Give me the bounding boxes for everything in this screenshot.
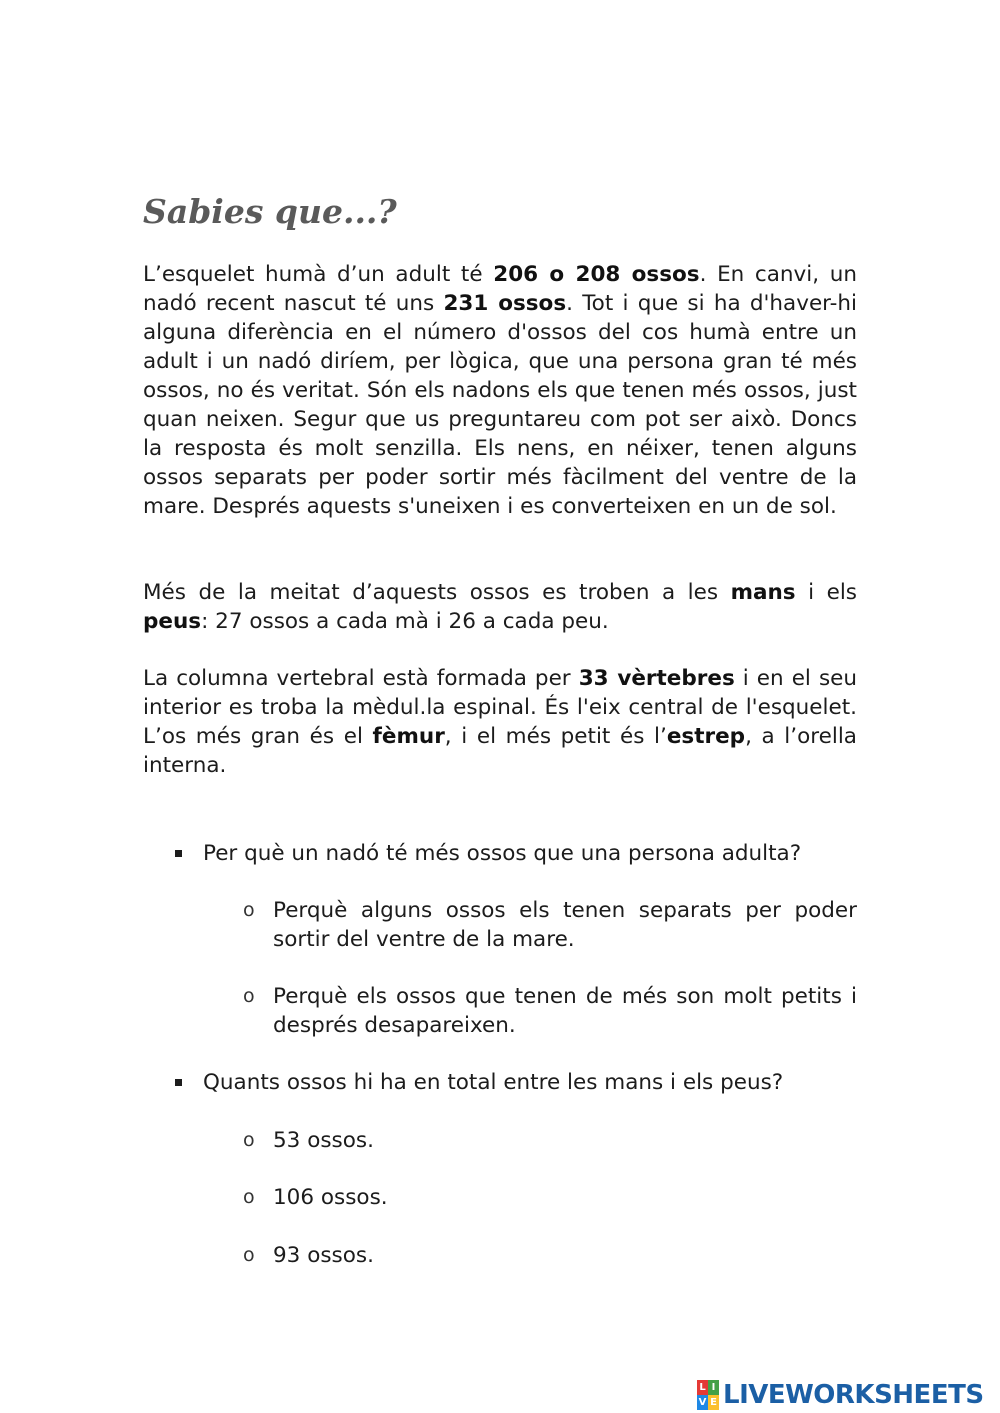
logo-icon-cell: V: [698, 1397, 707, 1408]
text: , i el més petit és l’: [444, 724, 667, 749]
liveworksheets-logo[interactable]: [697, 1378, 984, 1412]
text: L’esquelet humà d’un adult té: [143, 262, 494, 287]
bold-text: estrep: [666, 724, 746, 749]
circle-bullet-icon: o: [243, 1129, 255, 1151]
bold-text: mans: [730, 580, 796, 605]
paragraph-intro: [143, 260, 857, 521]
logo-icon: [697, 1380, 719, 1410]
question-text: Per què un nadó té més ossos que una persona adulta?: [203, 841, 802, 866]
paragraph-hands-feet: [143, 578, 857, 636]
option-text[interactable]: 53 ossos.: [273, 1128, 374, 1153]
text: Més de la meitat d’aquests ossos es troben a les: [143, 580, 731, 605]
square-bullet-icon: [175, 1079, 182, 1086]
bold-text: peus: [143, 609, 202, 634]
bold-text: 33 vèrtebres: [578, 666, 735, 691]
text: . Tot i que si ha d'haver-hi alguna diferència en el número d'ossos del cos humà entre un adult i un nadó diríem, per lògica, que una persona gran té més ossos, no és veritat. Són els nadons els que tenen més ossos, just quan neixen. Segur que us preguntareu com pot ser això. Doncs la resposta és molt senzilla. Els nens, en néixer, tenen alguns ossos separats per poder sortir més fàcilment del ventre de la mare. Després aquests s'uneixen i es converteixen en un de sol.: [143, 291, 857, 519]
circle-bullet-icon: o: [243, 1244, 255, 1266]
logo-icon-cell: L: [697, 1380, 708, 1395]
bold-text: 206 o 208 ossos: [493, 262, 700, 287]
option-text[interactable]: Perquè alguns ossos els tenen separats per poder sortir del ventre de la mare.: [273, 898, 857, 952]
logo-icon-cell: E: [708, 1395, 719, 1410]
option-text[interactable]: 93 ossos.: [273, 1243, 374, 1268]
text: . En canvi, un nadó recent nascut té uns: [143, 262, 857, 316]
square-bullet-icon: [175, 850, 182, 857]
text: : 27 ossos a cada mà i 26 a cada peu.: [201, 609, 609, 634]
option-text[interactable]: Perquè els ossos que tenen de més son molt petits i després desapareixen.: [273, 984, 857, 1038]
text: , a l’orella interna.: [143, 724, 857, 778]
text: i en el seu interior es troba la mèdul.la espinal. És l'eix central de l'esquelet. L’os més gran és el: [143, 666, 858, 749]
paragraph-spine: [143, 664, 857, 780]
circle-bullet-icon: o: [243, 899, 255, 921]
logo-icon-cell: I: [708, 1380, 719, 1395]
page-title: Sabies que...?: [143, 192, 397, 231]
circle-bullet-icon: o: [243, 1186, 255, 1208]
bold-text: fèmur: [372, 724, 445, 749]
text: i els: [795, 580, 857, 605]
text: La columna vertebral està formada per: [143, 666, 579, 691]
bold-text: 231 ossos: [443, 291, 567, 316]
circle-bullet-icon: o: [243, 985, 255, 1007]
question-text: Quants ossos hi ha en total entre les mans i els peus?: [203, 1070, 784, 1095]
option-text[interactable]: 106 ossos.: [273, 1185, 388, 1210]
logo-text: LIVEWORKSHEETS: [723, 1380, 984, 1410]
